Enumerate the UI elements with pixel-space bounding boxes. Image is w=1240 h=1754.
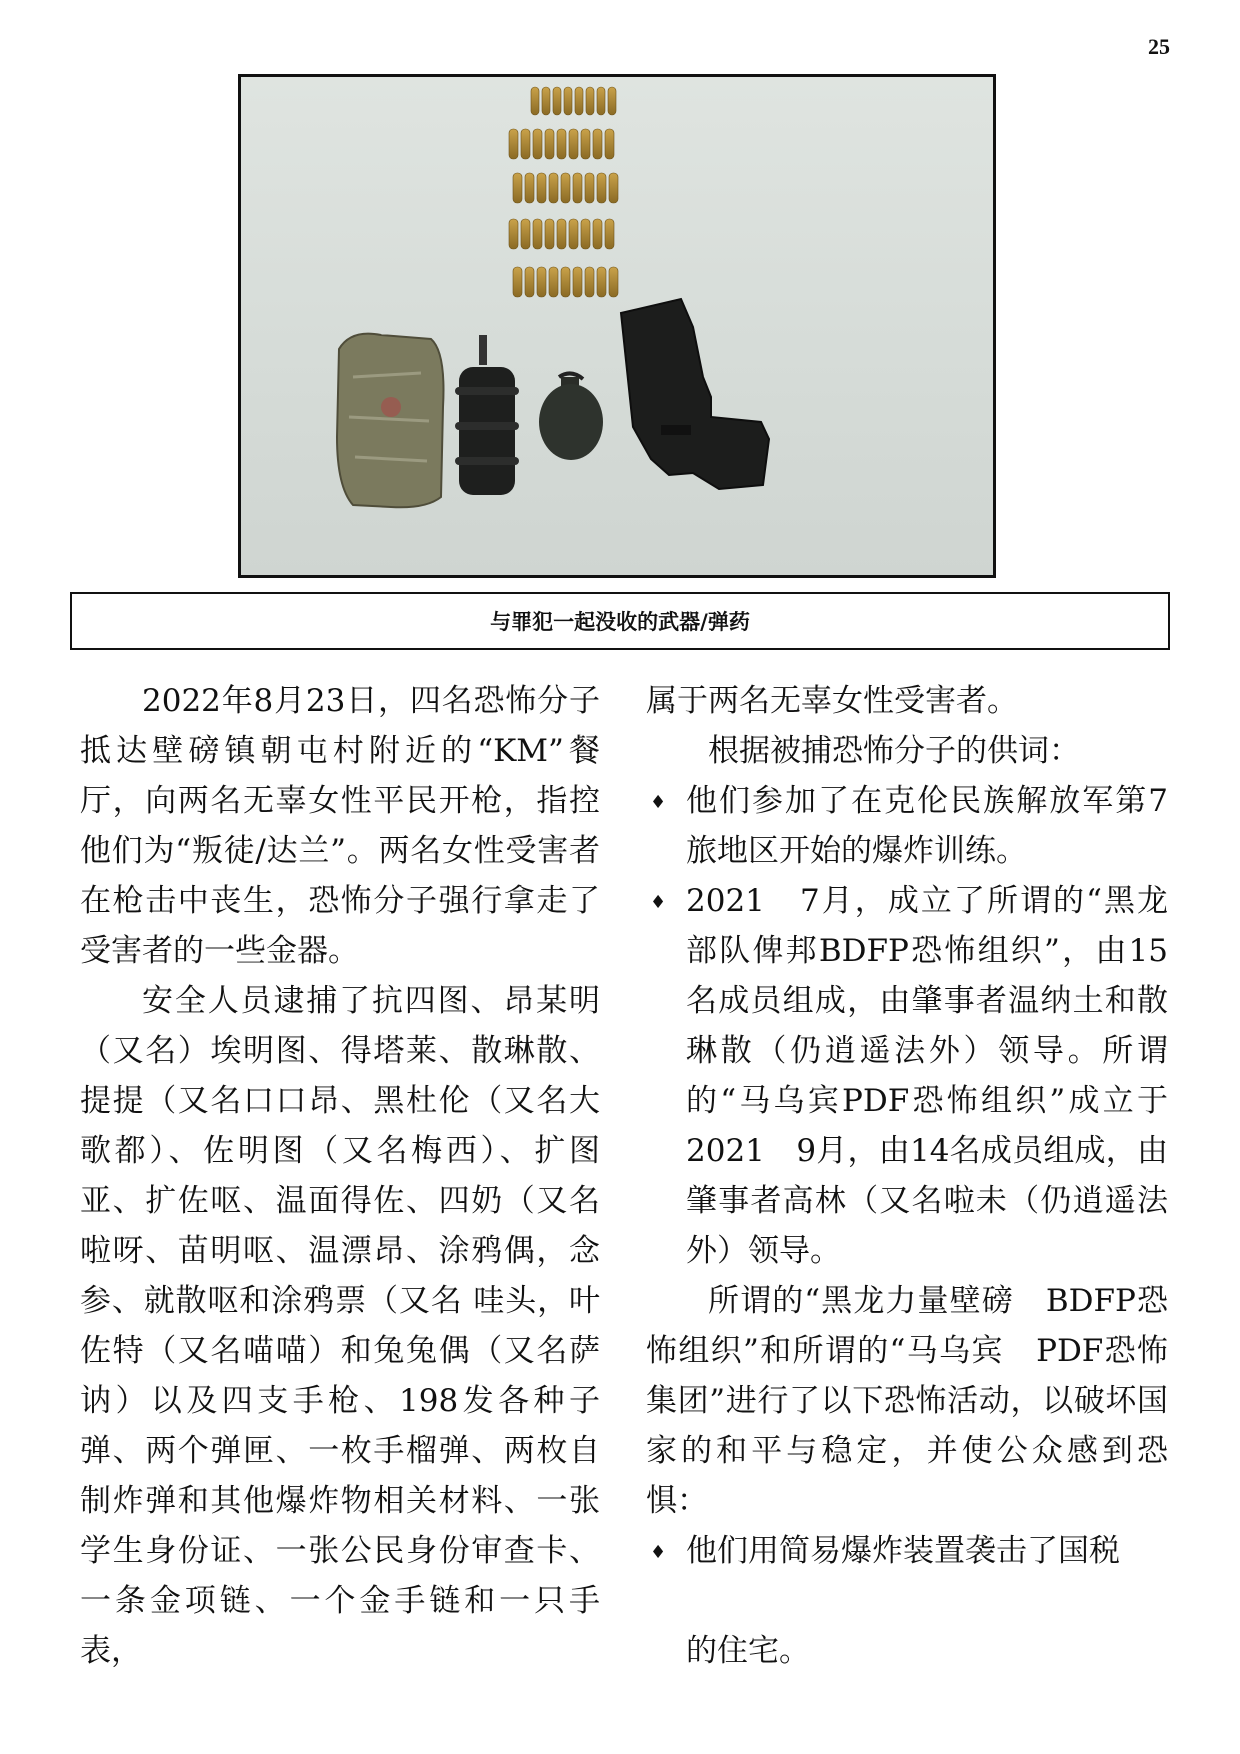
list-item-text: 2021 7月，成立了所谓的“黑龙部队俾邦BDFP恐怖组织”，由15名成员组成，由肇事者温纳土和散琳散（仍逍遥法外）领导。所谓的“马乌宾PDF恐怖组织”成立于2021 9月，由14名成员组成，由肇事者高林（又名啦未（仍逍遥法外）领导。 <box>686 883 1168 1269</box>
list-item-continuation <box>646 1626 1168 1676</box>
list-item-text: 他们用简易爆炸装置袭击了国税 <box>686 1533 1120 1569</box>
list-item-text: 他们参加了在克伦民族解放军第7旅地区开始的爆炸训练。 <box>686 783 1168 869</box>
photo-caption: 与罪犯一起没收的武器/弹药 <box>70 592 1170 650</box>
confession-list <box>646 776 1168 1276</box>
list-item-text: 的住宅。 <box>686 1633 810 1669</box>
paragraph-terror-activities: 所谓的“黑龙力量壁磅 BDFP恐怖组织”和所谓的“马乌宾 PDF恐怖集团”进行了以下恐怖活动，以破坏国家的和平与稳定，并使公众感到恐惧： <box>646 1283 1168 1519</box>
list-item <box>646 876 1168 1276</box>
photo-illustration <box>241 77 993 575</box>
paragraph-continuation: 属于两名无辜女性受害者。 <box>646 683 1018 719</box>
activity-list <box>646 1526 1168 1676</box>
pistol <box>621 299 769 489</box>
list-item <box>646 776 1168 876</box>
homemade-bomb <box>455 335 519 495</box>
blank-line <box>646 1576 1168 1626</box>
hand-grenade <box>539 373 603 460</box>
ammunition-rows <box>509 87 618 297</box>
right-column <box>646 676 1168 1676</box>
paragraph-attack-report: 2022年8月23日，四名恐怖分子抵达壁磅镇朝屯村附近的“KM”餐厅，向两名无辜女性平民开枪，指控他们为“叛徒/达兰”。两名女性受害者在枪击中丧生，恐怖分子强行拿走了受害者的一些金器。 <box>80 683 600 969</box>
paragraph-confession-intro: 根据被捕恐怖分子的供词： <box>708 733 1080 769</box>
diamond-bullet-icon: ♦ <box>650 1542 667 1563</box>
page-number: 25 <box>1148 34 1170 59</box>
left-column <box>80 676 600 1676</box>
list-item <box>646 1526 1168 1576</box>
wrapped-explosive <box>337 334 444 508</box>
seized-weapons-photo <box>238 74 996 578</box>
diamond-bullet-icon: ♦ <box>650 792 667 813</box>
paragraph-arrests: 安全人员逮捕了抗四图、昂某明（又名）埃明图、得塔莱、散琳散、提提（又名口口昂、黑杜伦（又名大歌都）、佐明图（又名梅西）、扩图亚、扩佐呕、温面得佐、四奶（又名啦呀、苗明呕、温漂昂、涂鸦偶，念参、就散呕和涂鸦票（又名 哇头，叶佐特（又名喵喵）和兔兔偶（又名萨讷）以及四支手枪、198发各种子弹、两个弹匣、一枚手榴弹、两枚自制炸弹和其他爆炸物相关材料、一张学生身份证、一张公民身份审查卡、一条金项链、一个金手链和一只手表， <box>80 983 600 1669</box>
diamond-bullet-icon: ♦ <box>650 892 667 913</box>
